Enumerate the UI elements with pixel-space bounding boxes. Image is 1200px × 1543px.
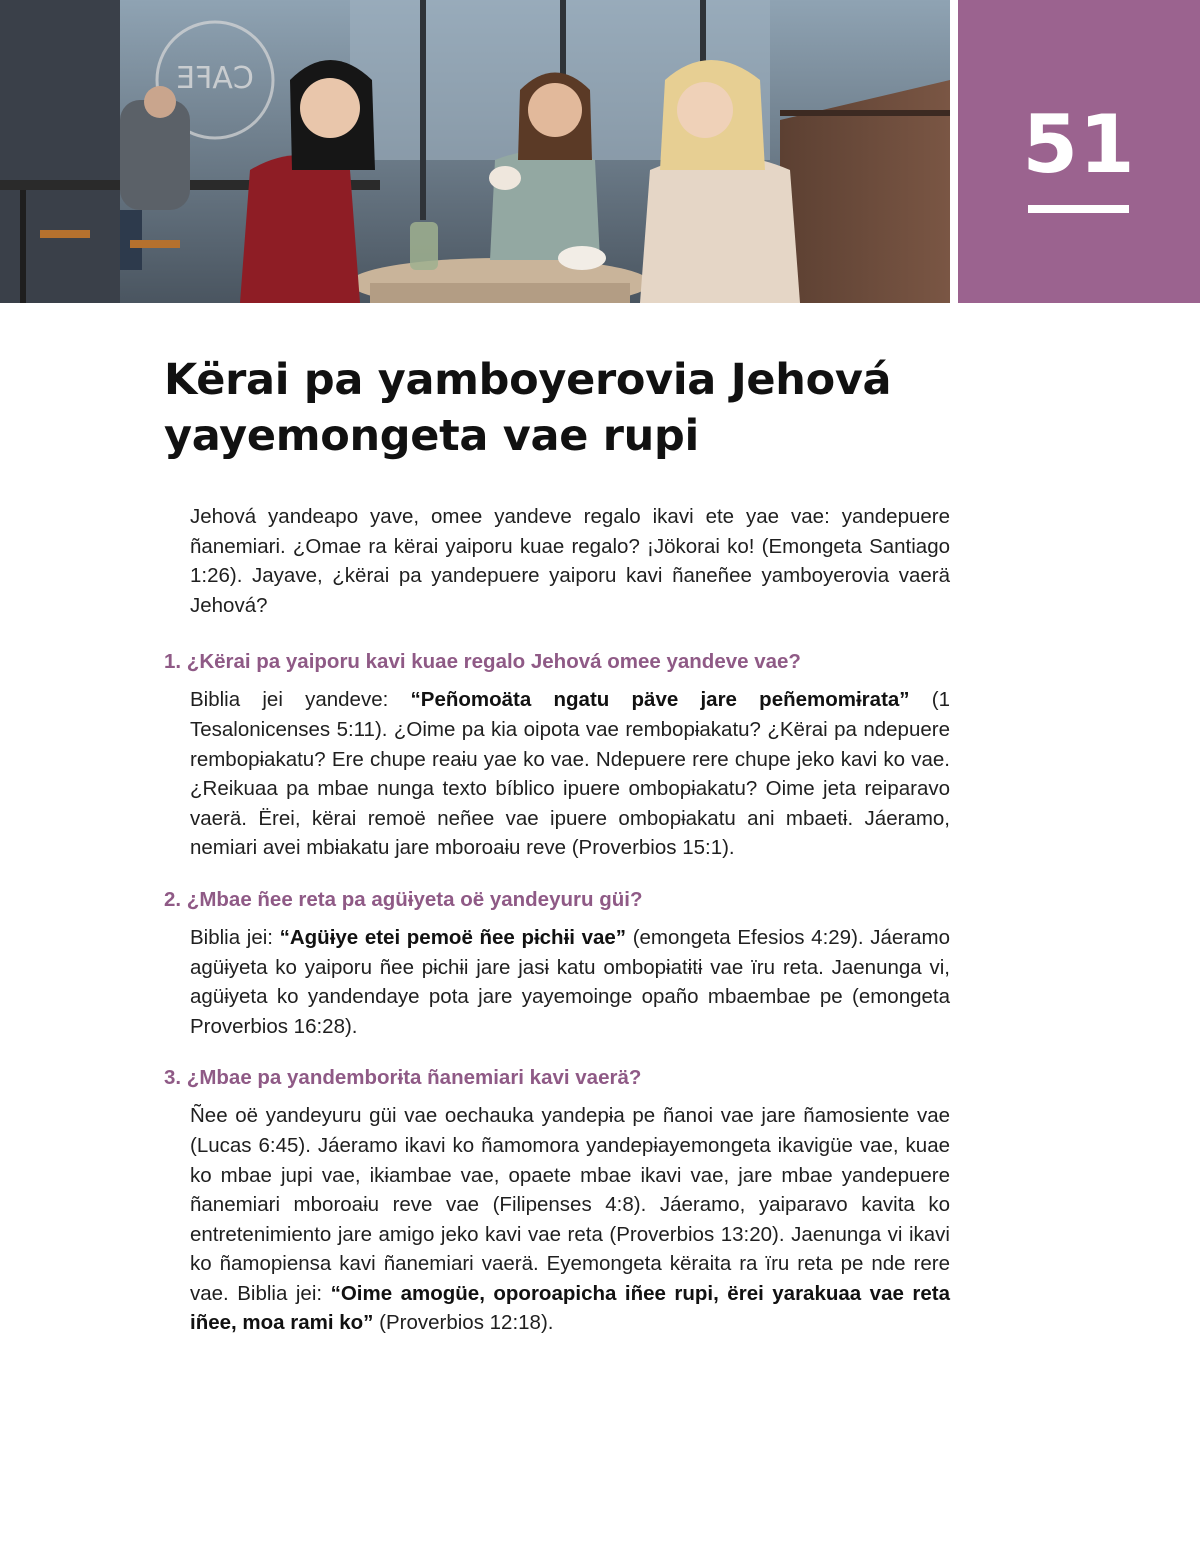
cafe-scene-illustration xyxy=(0,0,950,303)
cafe-sign-text: CAFE xyxy=(176,61,254,96)
paragraph-text: (1 Tesalonicenses 5:11). ¿Oime pa kia oipota vae rembopɨakatu? ¿Kërai pa ndepuere rembopɨakatu? Ere chupe reaɨu yae ko vae. Ndepuere rere chupe jeko kavi ko vae. ¿Reikuaa pa mbae nunga texto bíblico ipuere ombopɨakatu? Oime jeta reiparavo vaerä. Ërei, kërai remoë neñee vae ipuere ombopɨakatu ani mbaetɨ. Jáeramo, nemiari avei mbɨakatu jare mboroaɨu reve (Proverbios 15:1). xyxy=(190,688,950,860)
section-paragraph-3 xyxy=(164,1101,950,1338)
paragraph-text: (emongeta Efesios 4:29). Jáeramo agüɨyeta ko yaiporu ñee pɨchɨi jare jasɨ katu ombopɨatɨtɨ vae ïru reta. Jaenunga vi, agüɨyeta ko yandendaye pota jare yayemoinge opaño mbaembae pe (emongeta Proverbios 16:28). xyxy=(190,925,950,1038)
lesson-body xyxy=(164,502,950,1360)
paragraph-text: Ñee oë yandeyuru güi vae oechauka yandepɨa pe ñanoi vae jare ñamosiente vae (Lucas 6:45). Jáeramo ikavi ko ñamomora yandepɨayemongeta ikavigüe vae, kuae ko mbae jupi vae, ikɨambae vae, opaete mbae ikavi vae, jare mbae yandepuere ñanemiari mboroaɨu reve vae (Filipenses 4:8). Jáeramo, yaiparavo kavita ko entretenimiento jare amigo jeko kavi vae reta (Proverbios 13:20). Jaenunga vi ikavi ko ñamopiensa kavi ñanemiari vaerä. Eyemongeta këraita ra ïru reta pe nde rere vae. Biblia jei: xyxy=(190,1104,950,1305)
section-paragraph-2 xyxy=(164,923,950,1041)
chapter-underline xyxy=(1028,205,1129,213)
scripture-quote: “Agüɨye etei pemoë ñee pɨchɨi vae” xyxy=(279,925,627,949)
hero-photo xyxy=(0,0,950,303)
page-title: Kërai pa yamboyerovia Jehová yayemongeta vae rupi xyxy=(164,355,892,461)
question-heading-1: 1. ¿Kërai pa yaiporu kavi kuae regalo Jehová omee yandeve vae? xyxy=(164,650,801,674)
section-2 xyxy=(164,885,950,1041)
section-3 xyxy=(164,1063,950,1338)
question-heading-3: 3. ¿Mbae pa yandemborɨta ñanemiari kavi vaerä? xyxy=(164,1066,642,1090)
question-heading-2: 2. ¿Mbae ñee reta pa agüɨyeta oë yandeyuru güi? xyxy=(164,887,643,911)
section-1 xyxy=(164,647,950,863)
chapter-number: 51 xyxy=(1022,98,1136,191)
scripture-quote: “Oime amogüe, oporoapicha iñee rupi, ërei yarakuaa vae reta iñee, moa rami ko” xyxy=(190,1281,950,1335)
paragraph-text: Biblia jei: xyxy=(190,925,280,949)
section-paragraph-1 xyxy=(164,685,950,863)
paragraph-text: (Proverbios 12:18). xyxy=(373,1311,554,1335)
paragraph-text: Biblia jei yandeve: xyxy=(190,688,411,712)
scripture-quote: “Peñomoäta ngatu päve jare peñemomɨrata” xyxy=(410,688,910,712)
intro-paragraph: Jehová yandeapo yave, omee yandeve regalo ikavi ete yae vae: yandepuere ñanemiari. ¿Omae ra kërai yaiporu kuae regalo? ¡Jökorai ko! (Emongeta Santiago 1:26). Jayave, ¿kërai pa yandepuere yaiporu kavi ñaneñee yamboyerovia vaerä Jehová? xyxy=(190,505,950,617)
